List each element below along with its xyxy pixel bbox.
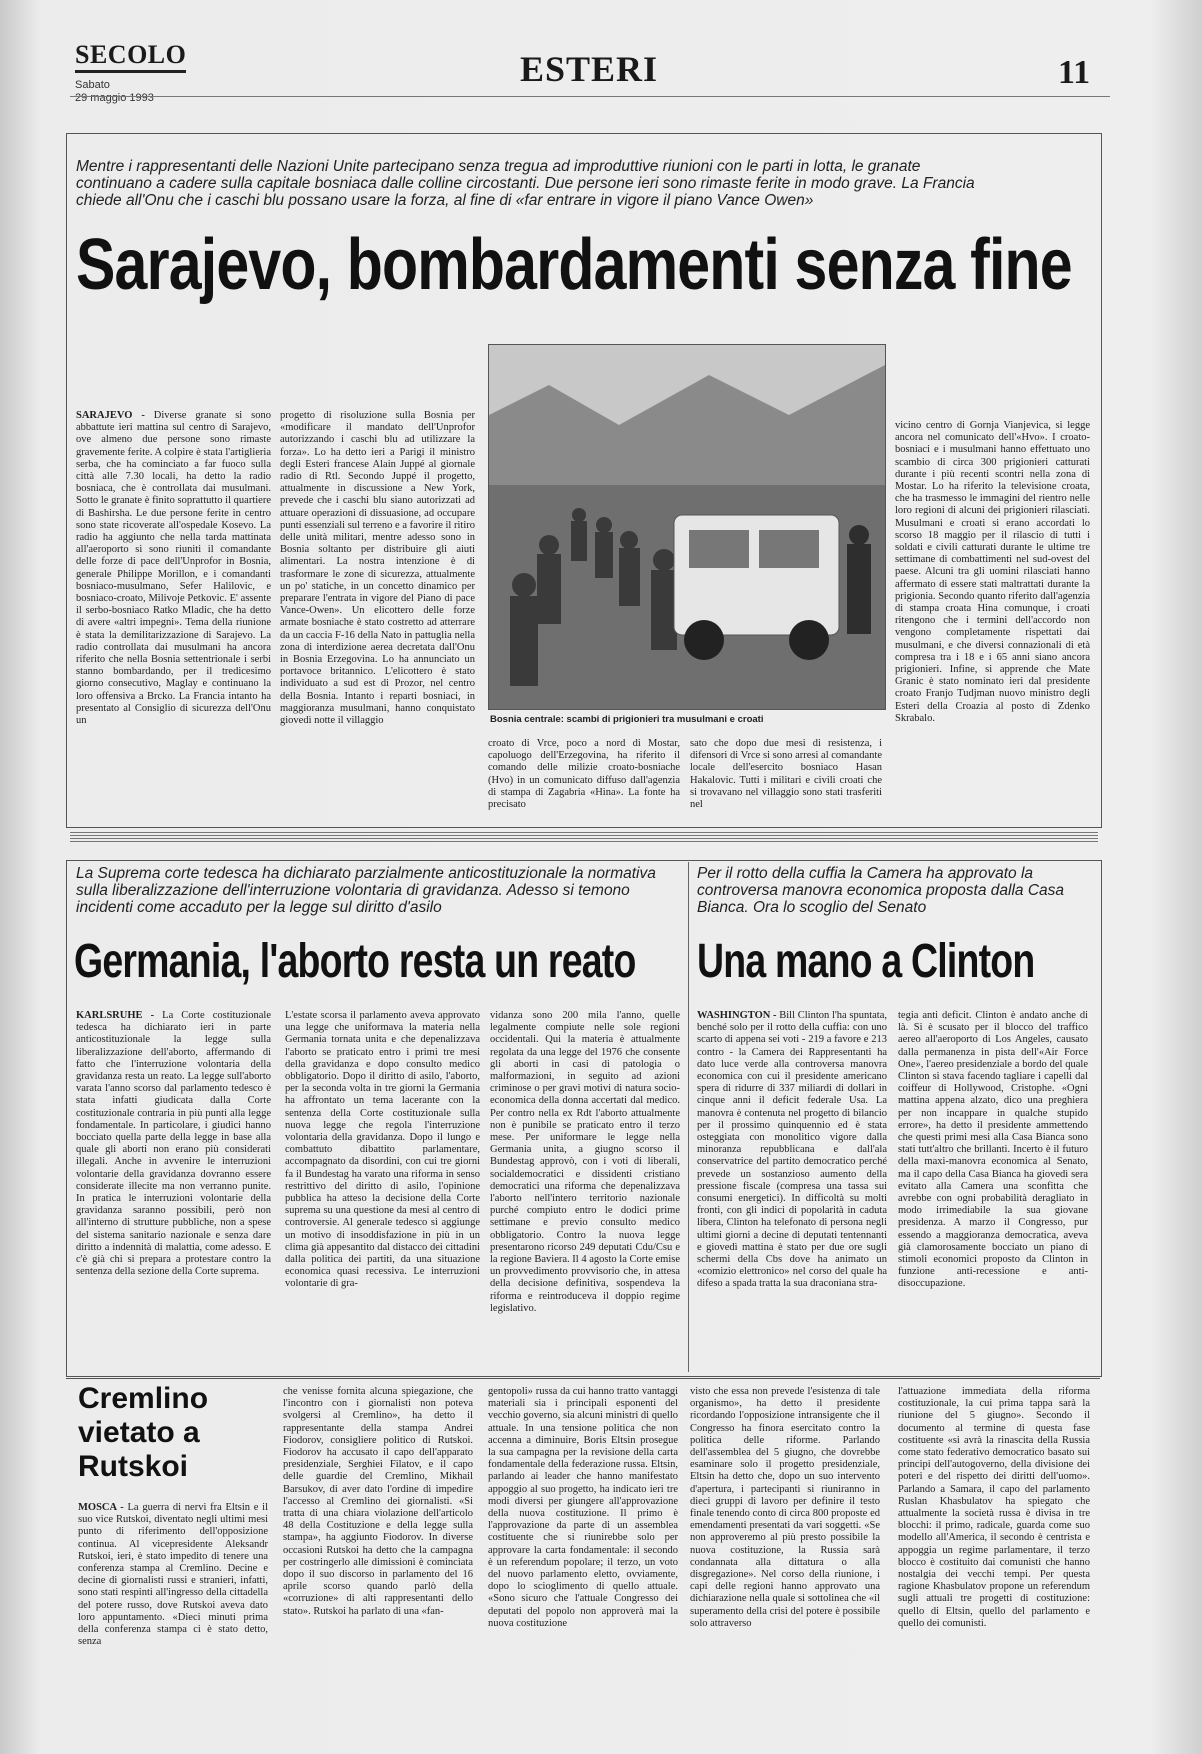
- article-germany-col2: L'estate scorsa il parlamento aveva approvato una legge che uniformava la materia nella Germania tornata unita e che depenalizzava l'aborto se praticato entro i primi tre mesi della gravidanza e dopo consulto medico obbligatorio. Dopo il diritto di asilo, l'aborto, per la seconda volta in tre giorni la Germania ha affrontato un tema lacerante con la sentenza della Corte costituzionale sulla nuova legge che regola l'interruzione volontaria della gravidanza. Dopo il lungo e combattuto dibattito parlamentare, accompagnato da disordini, con cui tre giorni fa il Bundestag ha varato una riforma in senso restrittivo del diritto di asilo, l'opinione pubblica ha atteso la decisione della Corte suprema su una questione da mesi al centro di controversie. Al generale tedesco si aggiunge un motivo di insoddisfazione in più in un clima già appesantito dal distacco dei cittadini dalla politica dei partiti, da una situazione economica quasi recessiva. Le interruzioni volontarie di gra-: [285, 1010, 480, 1290]
- column-rule: [688, 862, 689, 1372]
- newspaper-logo: SECOLO: [75, 42, 186, 73]
- issue-date: 29 maggio 1993: [75, 92, 154, 104]
- article-cremlino-col2: che venisse fornita alcuna spiegazione, che l'incontro con i giornalisti non poteva svolgersi al Cremlino», ha detto il rappresentante della stampa Andrei Fiodorov, consigliere politico di Rutskoi. Fiodorov ha accusato il capo dell'apparato presidenziale, Serghiei Filatov, e il capo delle guardie del Cremlino, Mikhail Barsukov, di aver dato l'ordine di impedire l'accesso al Cremlino dei giornalisti. «Si tratta di una chiara violazione dell'articolo 48 della Costituzione e della legge sulla stampa», ha aggiunto Fiodorov. In diverse occasioni Rutskoi ha detto che la campagna per costringerlo alle dimissioni è cominciata dopo il suo discorso in parlamento del 16 aprile scorso quando parlò della «corruzione» di alti rappresentanti dello stato». Rutskoi ha parlato di una «fan-: [283, 1386, 473, 1617]
- article-sarajevo-deck: Mentre i rappresentanti delle Nazioni Unite partecipano senza tregua ad improduttive riunioni con le parti in lotta, le granate continuano a cadere sulla capitale bosniaca dalle colline circostanti. Due persone ieri sono rimaste ferite in modo grave. La Francia chiede all'Onu che i caschi blu possano usare la forza, al fine di «far entrare in vigore il piano Vance Owen»: [76, 158, 975, 209]
- article-sarajevo-col5: vicino centro di Gornja Vianjevica, si legge ancora nel comunicato dell'«Hvo». I croato-bosniaci e i musulmani hanno effettuato uno scambio di circa 300 prigionieri catturati durante i più recenti scontri nella zona di Mostar. Lo ha riferito la televisione croata, che ha trasmesso le immagini del rientro nelle loro regioni di alcuni dei prigionieri rilasciati. Musulmani e croati si erano accordati lo scorso 18 maggio per il rilascio di tutti i soldati e civili catturati durante le ultime tre settimane di combattimenti nel sud-ovest del paese. Alcuni tra gli uomini rilasciati hanno affermato di essere stati maltrattati durante la prigionia. Secondo quanto riferito dall'agenzia di stampa croata Hina comunque, i croati ritengono che i termini dell'accordo non vengono completamente rispettati dai musulmani, e che diversi connazionali di età compresa tra i 18 e i 65 anni siano ancora prigionieri. Infine, si apprende che Mate Granic è stato nominato ieri dal presidente croato Franjo Tudjman nuovo ministro degli Esteri della Croazia al posto di Zdenko Skrabalo.: [895, 420, 1090, 724]
- page-number: 11: [1058, 54, 1091, 91]
- article-germany-deck: La Suprema corte tedesca ha dichiarato parzialmente anticostituzionale la normativa sulla liberalizzazione dell'interruzione volontaria di gravidanza. Adesso si temono incidenti come accaduto per la legge sul diritto d'asilo: [76, 865, 656, 916]
- section-title: ESTERI: [520, 49, 659, 89]
- article-sarajevo-col3: croato di Vrce, poco a nord di Mostar, capoluogo dell'Erzegovina, ha riferito il comando delle milizie croato-bosniache (Hvo) in un comunicato diffuso dall'agenzia di stampa di Zagabria «Hina». La fonte ha precisato: [488, 738, 680, 811]
- article-cremlino-dateline: MOSCA -: [78, 1502, 124, 1513]
- article-clinton-headline: Una mano a Clinton: [697, 935, 1035, 988]
- article-germany-dateline: KARLSRUHE -: [76, 1010, 155, 1021]
- article-sarajevo-col1: [76, 410, 271, 810]
- article-germany-col1-text: La Corte costituzionale tedesca ha dichiarato ieri in parte anticostituzionale la legge sulla liberalizzazione dell'aborto, affermando di fatto che l'interruzione volontaria della gravidanza resta un reato. La legge sull'aborto varata l'anno scorso dal parlamento tedesco è stata infatti giudicata dalla Corte costituzionale contraria in più punti alla legge fondamentale. In particolare, i giudici hanno bocciato quella parte della legge in base alla quale gli aborti non erano più considerati illegali. Anche in avvenire le interruzioni volontarie della gravidanza dovranno essere considerate illecite ma non verranno punite. In pratica le interruzioni volontarie della gravidanza saranno possibili, però non all'interno di strutture pubbliche, non a spese del sistema sanitario nazionale e senza dare diritto a indennità di malattia, come adesso. E c'è già chi si prepara a protestare contro la sentenza della sezione della Corte suprema.: [76, 1010, 271, 1278]
- issue-day: Sabato: [75, 79, 110, 91]
- section-divider: [70, 832, 1098, 842]
- article-germany-headline: Germania, l'aborto resta un reato: [74, 935, 636, 988]
- article-sarajevo-headline: Sarajevo, bombardamenti senza fine: [76, 225, 1072, 305]
- news-photo-prisoner-exchange: [488, 344, 886, 710]
- article-sarajevo-col4: sato che dopo due mesi di resistenza, i difensori di Vrce si sono arresi al comandante locale dell'esercito bosniaco Hasan Hakalovic. Tutti i militari e civili croati che si trovavano nel villaggio sono stati trasferiti nel: [690, 738, 882, 811]
- article-sarajevo-col1-text: Diverse granate si sono abbattute ieri mattina sul centro di Sarajevo, ove almeno due persone sono rimaste gravemente ferite. A colpire è stata l'artiglieria serba, che ha cominciato a far fuoco sulla città alle 7.30 locali, ha detto la radio bosniaca, che è controllata dai musulmani. Sotto le granate è finito soprattutto il quartiere di Bashirsha. Le due persone ferite in centro sono state ricoverate all'ospedale Kosevo. La radio ha aggiunto che nella tarda mattinata all'aeroporto si sono riuniti il comandante delle forze di pace dell'Unprofor in Bosnia, generale Philippe Morillon, e i comandanti bosniaco-musulmano, Sefer Halilovic, e bosniaco-croato, Milivoje Petkovic. E' assente il serbo-bosniaco Ratko Mladic, che ha detto di avere «altri impegni». Tema della riunione è stata la demilitarizzazione di Sarajevo. La radio controllata dai musulmani ha ancora riferito che nella Bosnia settentrionale i serbi stanno bombardando, per il tredicesimo giorno consecutivo, Maglay e continuano la loro offensiva a Brcko. La Francia intanto ha presentato al Consiglio di sicurezza dell'Onu un: [76, 410, 271, 727]
- article-clinton-col1-text: Bill Clinton l'ha spuntata, benché solo per il rotto della cuffia: con uno scarto di appena sei voti - 219 a favore e 213 contro - la Camera dei Rappresentanti ha dato luce verde alla controversa manovra economica con cui il presidente americano spera di ridurre di 337 miliardi di dollari in cinque anni il deficit federale Usa. La manovra è contenuta nel progetto di bilancio per il prossimo quinquennio ed è stata osteggiata con monolitico vigore dalla minoranza repubblicana e dall'ala conservatrice del partito democratico perché prevede un sostanzioso aumento della pressione fiscale (compresa una tassa sui consumi energetici). In difficoltà su molti fronti, con gli indici di popolarità in caduta libera, Clinton ha telefonato di persona negli ultimi giorni a decine di deputati tentennanti e giovedì mattina è stato per due ore sugli schermi della Cbs dove ha animato un «comizio elettronico» nel corso del quale ha difeso a spada tratta la sua draconiana stra-: [697, 1010, 887, 1290]
- header-rule: [70, 96, 1110, 97]
- article-germany-col3: vidanza sono 200 mila l'anno, quelle legalmente compiute nelle sole regioni occidentali. Qui la materia è attualmente regolata da una legge del 1976 che consente gli aborti in casi di patologia o malformazioni, in seguito ad azioni criminose o per gravi motivi di natura socio-economica della donna accertati dal medico. Per contro nella ex Rdt l'aborto attualmente non è punibile se praticato entro il terzo mese. Per uniformare le legge nella Germania unita, a giugno scorso il Bundestag approvò, con i voti di liberali, socialdemocratici e dissidenti cristiano democratici una riforma che depenalizzava l'aborto nell'intero territorio nazionale purché compiuto entro le dodici prime settimane e previo consulto medico obbligatorio. Contro la nuova legge presentarono ricorso 249 deputati Cdu/Csu e la regione Baviera. Il 4 agosto la Corte emise un provvedimento provvisorio che, in attesa della decisione definitiva, sospendeva la riforma e reintroduceva il doppio regime legislativo.: [490, 1010, 680, 1314]
- article-cremlino-col4: visto che essa non prevede l'esistenza di tale organismo», ha detto il presidente ricordando l'opposizione intransigente che il Congresso ha finora esercitato contro la politica delle riforme. Parlando dell'assemblea del 5 giugno, che dovrebbe esaminare solo il progetto presidenziale, Eltsin ha detto che, dopo un suo intervento d'apertura, i partecipanti si riuniranno in dieci gruppi di lavoro per definire il testo finale tenendo conto di circa 800 proposte ed emendamenti presentati da vari soggetti. «Se non approveremo al più presto possibile la nuova costituzione, la Russia sarà condannata alla dittatura o alla disgregazione». Nel corso della riunione, i capi delle regioni hanno approvato una dichiarazione nella quale si sottolinea che «il superamento della crisi del potere è possibile solo attraverso: [690, 1386, 880, 1629]
- article-germany-col1: [76, 1010, 271, 1370]
- article-sarajevo-dateline: SARAJEVO -: [76, 410, 145, 421]
- article-clinton-col2: tegia anti deficit. Clinton è andato anche di là. Si è scusato per il blocco del traffico aereo all'aeroporto di Los Angeles, causato dalla permanenza in pista dell'«Air Force One», l'aereo presidenziale a bordo del quale Clinton si stava facendo tagliare i capelli dal coiffeur di Hollywood, Cristophe. «Ogni mattina appena alzato, dico una preghiera per non incappare in qualche stupido errore», ha detto il presidente ammettendo che questi primi mesi alla Casa Bianca sono stati tutt'altro che brillanti. Incerto è il futuro della maxi-manovra economica al Senato, ma il capo della Casa Bianca ha giovedì sera evitato alla Camera una sconfitta che avrebbe con ogni probabilità deragliato in modo irrimediabile la sua giovane presidenza. A marzo il Congresso, pur essendo a maggioranza democratica, aveva già clamorosamente bocciato un piano di stimoli economici proposto da Clinton in funzione anti-recessione e anti-disoccupazione.: [898, 1010, 1088, 1290]
- article-cremlino-col5: l'attuazione immediata della riforma costituzionale, la cui prima tappa sarà la riunione del 5 giugno». Secondo il documento al termine di questa fase costituente «si avrà la rinascita della Russia come stato federativo democratico basato sui principi dell'autogoverno, della divisione dei poteri e del rispetto dei diritti dell'uomo». Parlando a Samara, il capo del parlamento Ruslan Khasbulatov ha spiegato che attualmente la società russa è divisa in tre blocchi: il primo, radicale, guarda come suo modello all'America, il secondo è centrista e appoggia un regime parlamentare, il terzo blocco è costituito dai comunisti che hanno nostalgia dei vecchi tempi. Per questa ragione Khasbulatov propone un referendum sugli attuali tre progetti di costituzione: quello di Eltsin, quello del parlamento e quello dei comunisti.: [898, 1386, 1090, 1629]
- photo-caption: Bosnia centrale: scambi di prigionieri tra musulmani e croati: [490, 714, 764, 725]
- article-sarajevo-col2: progetto di risoluzione sulla Bosnia per «modificare il mandato dell'Unprofor autorizzando i caschi blu ad utilizzare la forza». Lo ha detto ieri a Parigi il ministro degli Esteri francese Alain Juppé al giornale radio di Rtl. Secondo Juppé il progetto, attualmente in discussione a New York, prevede che i caschi blu siano autorizzati ad attuare operazioni di dissuasione, ad occupare punti essenziali sul terreno e a favorire il ritiro delle unità militari, mentre adesso sono in Bosnia soltanto per distribuire gli aiuti alimentari. La nostra intenzione è di trasformare le zone di sicurezza, attualmente un po' statiche, in un concetto dinamico per preparare l'entrata in vigore del Piano di pace Vance-Owen». Un elicottero delle forze armate bosniache è stato costretto ad atterrare da un caccia F-16 della Nato in pattuglia nella zona di interdizione aerea decretata dall'Onu in Bosnia Erzegovina. Lo ha annunciato un portavoce britannico. L'elicottero è stato individuato a sud est di Prozor, nel centro della Bosnia. Intanto i reparti bosniaci, in maggioranza musulmani, hanno conquistato giovedì notte il villaggio: [280, 410, 475, 727]
- article-clinton-dateline: WASHINGTON -: [697, 1010, 777, 1021]
- article-cremlino-col1: [78, 1502, 268, 1717]
- article-cremlino-headline: Cremlino vietato a Rutskoi: [78, 1382, 209, 1483]
- article-clinton-deck: Per il rotto della cuffia la Camera ha approvato la controversa manovra economica proposta dalla Casa Bianca. Ora lo scoglio del Senato: [697, 865, 1065, 916]
- article-cremlino-col1-text: La guerra di nervi fra Eltsin e il suo vice Rutskoi, diventato negli ultimi mesi punto di riferimento dell'opposizione continua. Al vicepresidente Aleksandr Rutskoi, ieri, è stato impedito di tenere una conferenza stampa al Cremlino. Decine e decine di giornalisti russi e stranieri, infatti, sono stati respinti all'ingresso della cittadella del potere russo, dove Rutskoi aveva dato loro appuntamento. «Dieci minuti prima della conferenza stampa ci è stato detto, senza: [78, 1502, 268, 1648]
- article-clinton-col1: [697, 1010, 887, 1370]
- photo-illustration: [489, 345, 885, 709]
- article-cremlino-col3: gentopoli» russa da cui hanno tratto vantaggi materiali sia i principali esponenti del vecchio governo, sia alcuni ministri di quello attuale. In una tensione politica che non accenna a diminuire, Boris Eltsin prosegue la sua campagna per la revisione della carta fondamentale della federazione russa. Eltsin, parlando ai leader che hanno manifestato appoggio al suo progetto, ha indicato ieri tre modi diversi per giungere all'approvazione della nuova costituzione. Il primo è l'approvazione da parte di un assemblea costituente che si riunirebbe solo per approvare la carta fondamentale: il secondo è un referendum popolare; il terzo, un voto del nuovo parlamento eletto, ovviamente, dopo lo scioglimento di quello attuale. «Sono sicuro che l'attuale Congresso dei deputati del popolo non approverà mai la nuova costituzione: [488, 1386, 678, 1629]
